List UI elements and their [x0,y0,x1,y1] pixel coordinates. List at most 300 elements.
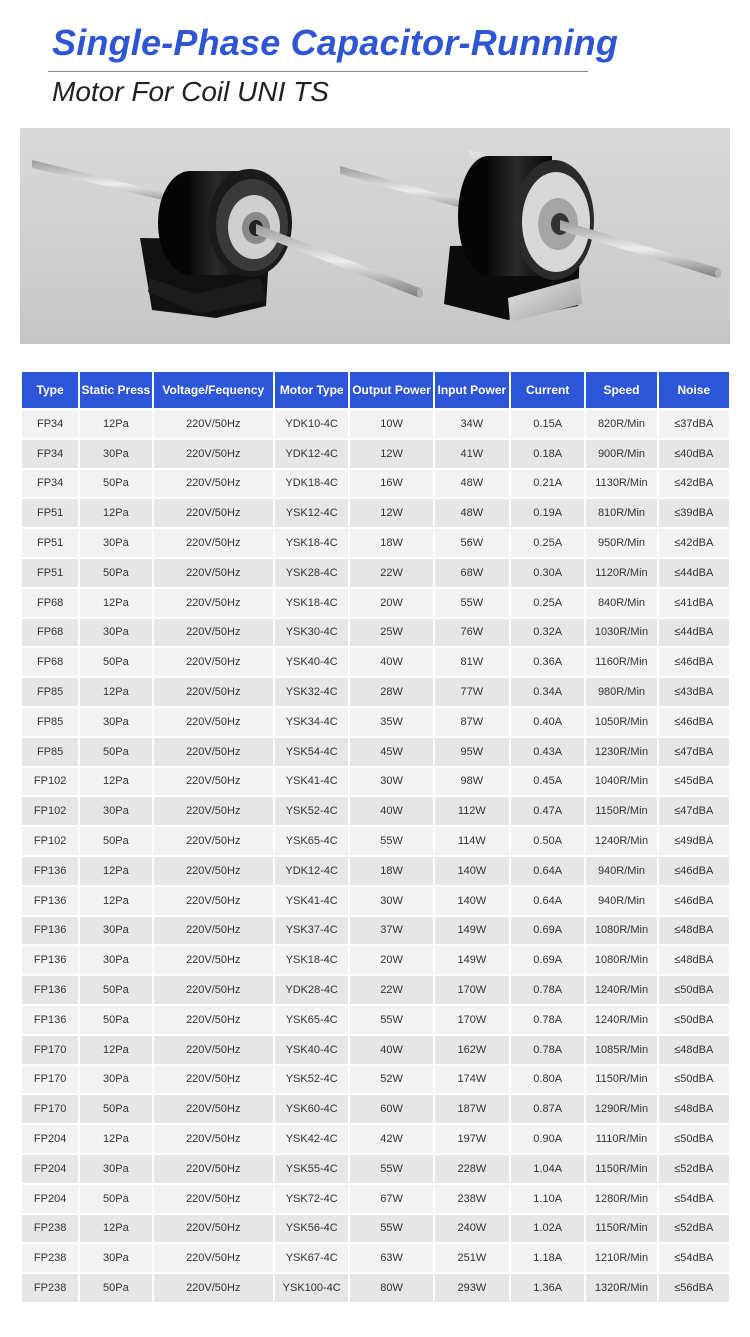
cell-voltage-frequency: 220V/50Hz [154,410,274,438]
cell-input-power: 98W [435,768,509,796]
cell-noise: ≤41dBA [659,589,729,617]
table-row [22,678,729,706]
cell-voltage-frequency: 220V/50Hz [154,946,274,974]
cell-noise: ≤54dBA [659,1185,729,1213]
table-row [22,1125,729,1153]
cell-motor-type: YDK28-4C [275,976,348,1004]
cell-input-power: 149W [435,946,509,974]
table-row [22,1215,729,1243]
cell-output-power: 37W [350,917,432,945]
cell-motor-type: YSK41-4C [275,887,348,915]
cell-voltage-frequency: 220V/50Hz [154,1125,274,1153]
cell-output-power: 25W [350,619,432,647]
cell-type: FP85 [22,738,78,766]
cell-output-power: 40W [350,797,432,825]
cell-voltage-frequency: 220V/50Hz [154,1274,274,1302]
cell-current: 0.87A [511,1095,584,1123]
cell-output-power: 55W [350,1155,432,1183]
cell-type: FP102 [22,827,78,855]
cell-input-power: 187W [435,1095,509,1123]
cell-voltage-frequency: 220V/50Hz [154,529,274,557]
cell-input-power: 170W [435,1006,509,1034]
cell-input-power: 170W [435,976,509,1004]
cell-input-power: 162W [435,1036,509,1064]
cell-voltage-frequency: 220V/50Hz [154,619,274,647]
cell-noise: ≤46dBA [659,708,729,736]
cell-voltage-frequency: 220V/50Hz [154,589,274,617]
cell-static-press: 50Pa [80,1274,151,1302]
cell-static-press: 50Pa [80,1185,151,1213]
cell-motor-type: YSK56-4C [275,1215,348,1243]
cell-input-power: 114W [435,827,509,855]
table-row [22,797,729,825]
cell-noise: ≤48dBA [659,946,729,974]
cell-current: 0.21A [511,470,584,498]
cell-input-power: 228W [435,1155,509,1183]
cell-noise: ≤45dBA [659,768,729,796]
cell-output-power: 40W [350,1036,432,1064]
cell-voltage-frequency: 220V/50Hz [154,1215,274,1243]
cell-motor-type: YSK42-4C [275,1125,348,1153]
cell-motor-type: YDK10-4C [275,410,348,438]
cell-speed: 1320R/Min [586,1274,656,1302]
cell-motor-type: YSK34-4C [275,708,348,736]
table-row [22,827,729,855]
header-input-power: Input Power [435,372,509,408]
cell-static-press: 30Pa [80,1155,151,1183]
cell-type: FP136 [22,857,78,885]
table-row [22,1274,729,1302]
cell-speed: 1150R/Min [586,1215,656,1243]
cell-output-power: 20W [350,589,432,617]
cell-speed: 1110R/Min [586,1125,656,1153]
cell-static-press: 12Pa [80,857,151,885]
cell-current: 0.90A [511,1125,584,1153]
cell-input-power: 251W [435,1244,509,1272]
cell-noise: ≤50dBA [659,976,729,1004]
cell-static-press: 50Pa [80,738,151,766]
cell-current: 0.25A [511,529,584,557]
cell-voltage-frequency: 220V/50Hz [154,1244,274,1272]
cell-speed: 1280R/Min [586,1185,656,1213]
cell-output-power: 30W [350,768,432,796]
cell-current: 0.32A [511,619,584,647]
cell-speed: 1150R/Min [586,1066,656,1094]
cell-type: FP136 [22,887,78,915]
cell-noise: ≤44dBA [659,559,729,587]
cell-input-power: 55W [435,589,509,617]
cell-type: FP136 [22,917,78,945]
cell-current: 0.64A [511,857,584,885]
cell-current: 1.10A [511,1185,584,1213]
cell-motor-type: YSK100-4C [275,1274,348,1302]
cell-type: FP238 [22,1215,78,1243]
cell-static-press: 12Pa [80,1215,151,1243]
table-row [22,589,729,617]
cell-voltage-frequency: 220V/50Hz [154,738,274,766]
table-row [22,857,729,885]
cell-input-power: 240W [435,1215,509,1243]
table-row [22,529,729,557]
cell-type: FP102 [22,768,78,796]
cell-output-power: 30W [350,887,432,915]
cell-current: 1.36A [511,1274,584,1302]
cell-voltage-frequency: 220V/50Hz [154,470,274,498]
page-title: Single-Phase Capacitor-Running [52,22,619,63]
table-row [22,619,729,647]
cell-type: FP136 [22,946,78,974]
cell-voltage-frequency: 220V/50Hz [154,1155,274,1183]
cell-static-press: 30Pa [80,917,151,945]
cell-type: FP238 [22,1244,78,1272]
cell-input-power: 112W [435,797,509,825]
cell-current: 0.19A [511,499,584,527]
cell-type: FP102 [22,797,78,825]
cell-motor-type: YSK67-4C [275,1244,348,1272]
cell-noise: ≤47dBA [659,738,729,766]
cell-voltage-frequency: 220V/50Hz [154,1095,274,1123]
cell-input-power: 197W [435,1125,509,1153]
cell-static-press: 12Pa [80,1036,151,1064]
cell-motor-type: YSK28-4C [275,559,348,587]
cell-type: FP51 [22,499,78,527]
cell-motor-type: YSK12-4C [275,499,348,527]
table-row [22,946,729,974]
cell-voltage-frequency: 220V/50Hz [154,857,274,885]
cell-static-press: 12Pa [80,1125,151,1153]
cell-output-power: 63W [350,1244,432,1272]
table-row [22,559,729,587]
cell-speed: 1230R/Min [586,738,656,766]
cell-type: FP68 [22,619,78,647]
title-divider [48,71,588,72]
cell-motor-type: YSK65-4C [275,1006,348,1034]
table-row [22,708,729,736]
cell-input-power: 293W [435,1274,509,1302]
cell-motor-type: YSK65-4C [275,827,348,855]
motor-left-icon [32,160,423,318]
cell-static-press: 50Pa [80,827,151,855]
cell-output-power: 40W [350,648,432,676]
cell-static-press: 12Pa [80,768,151,796]
cell-input-power: 81W [435,648,509,676]
cell-current: 0.78A [511,1036,584,1064]
cell-input-power: 238W [435,1185,509,1213]
cell-voltage-frequency: 220V/50Hz [154,1006,274,1034]
cell-type: FP68 [22,589,78,617]
cell-type: FP51 [22,529,78,557]
cell-current: 1.18A [511,1244,584,1272]
cell-type: FP238 [22,1274,78,1302]
table-row [22,738,729,766]
cell-speed: 1240R/Min [586,1006,656,1034]
cell-noise: ≤44dBA [659,619,729,647]
cell-noise: ≤49dBA [659,827,729,855]
cell-current: 0.43A [511,738,584,766]
cell-static-press: 30Pa [80,1244,151,1272]
cell-output-power: 22W [350,559,432,587]
cell-noise: ≤48dBA [659,917,729,945]
cell-input-power: 140W [435,857,509,885]
cell-noise: ≤46dBA [659,648,729,676]
cell-current: 0.34A [511,678,584,706]
cell-motor-type: YSK52-4C [275,1066,348,1094]
cell-noise: ≤46dBA [659,857,729,885]
cell-speed: 820R/Min [586,410,656,438]
cell-voltage-frequency: 220V/50Hz [154,827,274,855]
cell-current: 0.18A [511,440,584,468]
cell-type: FP51 [22,559,78,587]
cell-speed: 1050R/Min [586,708,656,736]
cell-output-power: 55W [350,827,432,855]
table-row [22,410,729,438]
cell-input-power: 140W [435,887,509,915]
cell-output-power: 12W [350,440,432,468]
cell-static-press: 12Pa [80,589,151,617]
cell-input-power: 48W [435,499,509,527]
cell-output-power: 18W [350,529,432,557]
table-row [22,917,729,945]
cell-static-press: 12Pa [80,887,151,915]
cell-static-press: 30Pa [80,619,151,647]
cell-type: FP85 [22,708,78,736]
table-row [22,499,729,527]
cell-current: 0.45A [511,768,584,796]
cell-speed: 980R/Min [586,678,656,706]
cell-current: 1.04A [511,1155,584,1183]
table-body [22,410,729,1302]
cell-speed: 1240R/Min [586,976,656,1004]
table-row [22,1095,729,1123]
cell-output-power: 42W [350,1125,432,1153]
cell-output-power: 18W [350,857,432,885]
cell-type: FP170 [22,1095,78,1123]
header-noise: Noise [659,372,729,408]
header-output-power: Output Power [350,372,432,408]
cell-current: 0.64A [511,887,584,915]
cell-input-power: 95W [435,738,509,766]
table-row [22,470,729,498]
table-row [22,648,729,676]
cell-static-press: 30Pa [80,440,151,468]
product-photo [20,128,730,344]
cell-input-power: 41W [435,440,509,468]
cell-speed: 940R/Min [586,857,656,885]
cell-static-press: 30Pa [80,708,151,736]
motors-illustration [20,128,730,344]
cell-static-press: 50Pa [80,976,151,1004]
cell-output-power: 12W [350,499,432,527]
cell-static-press: 50Pa [80,648,151,676]
header-voltage-frequency: Voltage/Fequency [154,372,274,408]
cell-motor-type: YSK60-4C [275,1095,348,1123]
cell-speed: 1030R/Min [586,619,656,647]
cell-current: 0.15A [511,410,584,438]
table-row [22,976,729,1004]
header-type: Type [22,372,78,408]
cell-speed: 1040R/Min [586,768,656,796]
cell-static-press: 50Pa [80,559,151,587]
cell-static-press: 12Pa [80,678,151,706]
cell-output-power: 60W [350,1095,432,1123]
motor-right-icon [340,150,721,322]
cell-voltage-frequency: 220V/50Hz [154,887,274,915]
cell-speed: 1080R/Min [586,917,656,945]
cell-current: 0.69A [511,946,584,974]
cell-noise: ≤56dBA [659,1274,729,1302]
cell-motor-type: YSK52-4C [275,797,348,825]
cell-output-power: 67W [350,1185,432,1213]
cell-noise: ≤43dBA [659,678,729,706]
cell-speed: 1150R/Min [586,1155,656,1183]
cell-motor-type: YSK55-4C [275,1155,348,1183]
cell-motor-type: YSK30-4C [275,619,348,647]
cell-speed: 950R/Min [586,529,656,557]
cell-voltage-frequency: 220V/50Hz [154,559,274,587]
table-row [22,1185,729,1213]
cell-noise: ≤48dBA [659,1095,729,1123]
cell-output-power: 80W [350,1274,432,1302]
cell-output-power: 28W [350,678,432,706]
cell-motor-type: YSK37-4C [275,917,348,945]
header-motor-type: Motor Type [275,372,348,408]
cell-output-power: 22W [350,976,432,1004]
cell-speed: 1290R/Min [586,1095,656,1123]
cell-noise: ≤46dBA [659,887,729,915]
cell-type: FP34 [22,410,78,438]
cell-input-power: 76W [435,619,509,647]
cell-motor-type: YSK54-4C [275,738,348,766]
table-row [22,440,729,468]
cell-voltage-frequency: 220V/50Hz [154,797,274,825]
cell-speed: 1150R/Min [586,797,656,825]
cell-speed: 1120R/Min [586,559,656,587]
cell-type: FP85 [22,678,78,706]
cell-speed: 810R/Min [586,499,656,527]
cell-output-power: 20W [350,946,432,974]
page-subtitle: Motor For Coil UNI TS [52,76,329,107]
cell-voltage-frequency: 220V/50Hz [154,917,274,945]
cell-noise: ≤52dBA [659,1155,729,1183]
cell-input-power: 56W [435,529,509,557]
cell-current: 0.80A [511,1066,584,1094]
cell-motor-type: YDK12-4C [275,440,348,468]
table-row [22,1155,729,1183]
table-row [22,1006,729,1034]
cell-static-press: 30Pa [80,529,151,557]
cell-current: 0.36A [511,648,584,676]
cell-voltage-frequency: 220V/50Hz [154,648,274,676]
table-row [22,1036,729,1064]
cell-current: 1.02A [511,1215,584,1243]
cell-noise: ≤42dBA [659,529,729,557]
cell-noise: ≤50dBA [659,1006,729,1034]
cell-voltage-frequency: 220V/50Hz [154,678,274,706]
cell-speed: 940R/Min [586,887,656,915]
table-row [22,1066,729,1094]
cell-current: 0.40A [511,708,584,736]
cell-speed: 1085R/Min [586,1036,656,1064]
cell-static-press: 30Pa [80,1066,151,1094]
cell-type: FP170 [22,1066,78,1094]
cell-static-press: 50Pa [80,1095,151,1123]
cell-static-press: 50Pa [80,470,151,498]
cell-current: 0.30A [511,559,584,587]
cell-motor-type: YDK12-4C [275,857,348,885]
cell-speed: 1130R/Min [586,470,656,498]
cell-motor-type: YSK41-4C [275,768,348,796]
cell-current: 0.69A [511,917,584,945]
cell-noise: ≤50dBA [659,1066,729,1094]
cell-noise: ≤47dBA [659,797,729,825]
cell-type: FP34 [22,470,78,498]
cell-motor-type: YSK32-4C [275,678,348,706]
cell-output-power: 10W [350,410,432,438]
cell-voltage-frequency: 220V/50Hz [154,1036,274,1064]
cell-motor-type: YSK18-4C [275,946,348,974]
cell-static-press: 12Pa [80,499,151,527]
cell-noise: ≤42dBA [659,470,729,498]
cell-motor-type: YSK40-4C [275,1036,348,1064]
cell-noise: ≤40dBA [659,440,729,468]
cell-current: 0.50A [511,827,584,855]
cell-type: FP34 [22,440,78,468]
cell-input-power: 68W [435,559,509,587]
cell-voltage-frequency: 220V/50Hz [154,440,274,468]
cell-motor-type: YSK72-4C [275,1185,348,1213]
cell-motor-type: YSK18-4C [275,529,348,557]
cell-speed: 1210R/Min [586,1244,656,1272]
header-static-press: Static Press [80,372,151,408]
cell-input-power: 77W [435,678,509,706]
header-speed: Speed [586,372,656,408]
cell-voltage-frequency: 220V/50Hz [154,708,274,736]
cell-motor-type: YDK18-4C [275,470,348,498]
cell-input-power: 48W [435,470,509,498]
cell-static-press: 30Pa [80,797,151,825]
cell-speed: 1160R/Min [586,648,656,676]
cell-type: FP204 [22,1155,78,1183]
cell-input-power: 149W [435,917,509,945]
cell-type: FP136 [22,976,78,1004]
cell-voltage-frequency: 220V/50Hz [154,976,274,1004]
cell-voltage-frequency: 220V/50Hz [154,1185,274,1213]
cell-type: FP136 [22,1006,78,1034]
table-row [22,768,729,796]
cell-current: 0.47A [511,797,584,825]
cell-speed: 840R/Min [586,589,656,617]
cell-motor-type: YSK18-4C [275,589,348,617]
cell-static-press: 50Pa [80,1006,151,1034]
cell-voltage-frequency: 220V/50Hz [154,499,274,527]
cell-type: FP170 [22,1036,78,1064]
cell-type: FP204 [22,1125,78,1153]
cell-output-power: 45W [350,738,432,766]
cell-output-power: 55W [350,1006,432,1034]
cell-motor-type: YSK40-4C [275,648,348,676]
cell-static-press: 30Pa [80,946,151,974]
motor-spec-table [20,370,731,1304]
cell-input-power: 34W [435,410,509,438]
cell-current: 0.25A [511,589,584,617]
cell-input-power: 87W [435,708,509,736]
cell-output-power: 55W [350,1215,432,1243]
cell-voltage-frequency: 220V/50Hz [154,1066,274,1094]
cell-noise: ≤48dBA [659,1036,729,1064]
cell-noise: ≤54dBA [659,1244,729,1272]
cell-noise: ≤37dBA [659,410,729,438]
cell-static-press: 12Pa [80,410,151,438]
